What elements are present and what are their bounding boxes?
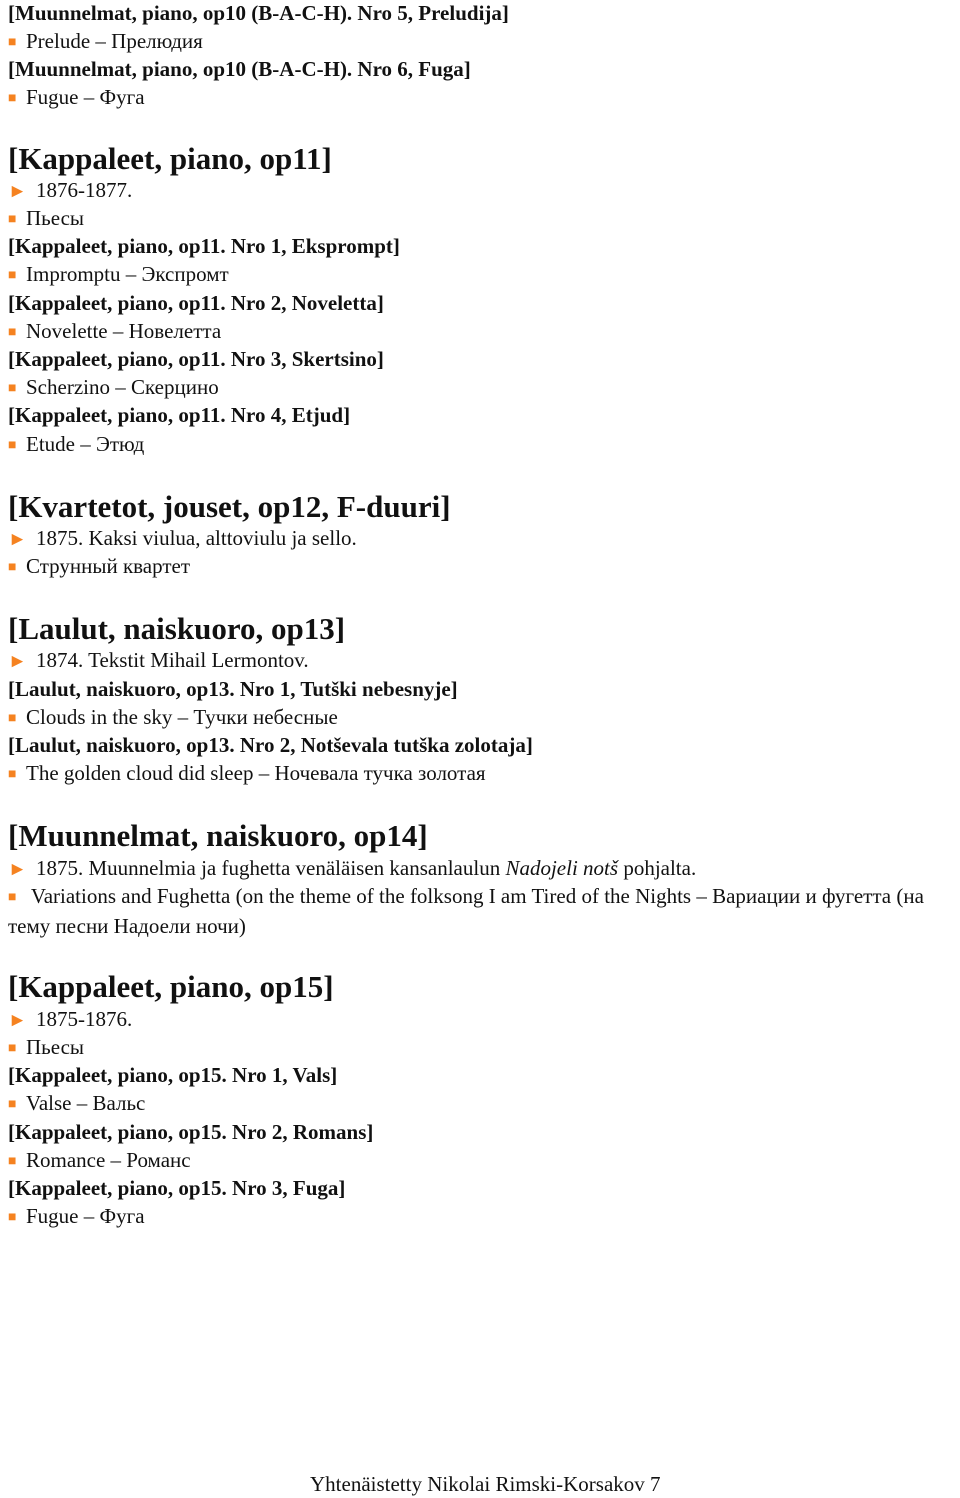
translation-line: ■ Струнный квартет — [8, 553, 190, 581]
work-heading: [Kvartetot, jouset, op12, F-duuri] — [8, 489, 451, 524]
square-bullet-icon: ■ — [8, 212, 17, 227]
work-subtitle: [Kappaleet, piano, op15. Nro 1, Vals] — [8, 1063, 338, 1087]
translation-line: ■ Romance – Романс — [8, 1147, 191, 1175]
square-bullet-icon: ■ — [8, 35, 17, 50]
work-subtitle: [Kappaleet, piano, op15. Nro 3, Fuga] — [8, 1176, 346, 1200]
work-subtitle: [Muunnelmat, piano, op10 (B-A-C-H). Nro 6, Fuga] — [8, 57, 471, 81]
arrow-right-icon: ► — [8, 529, 27, 550]
square-bullet-icon: ■ — [8, 1041, 17, 1056]
work-heading: [Muunnelmat, naiskuoro, op14] — [8, 818, 428, 853]
info-line: ► 1875. Muunnelmia ja fughetta venäläisen kansanlaulun Nadojeli notš pohjalta. — [8, 855, 696, 883]
arrow-right-icon: ► — [8, 181, 27, 202]
work-subtitle: [Kappaleet, piano, op11. Nro 3, Skertsino] — [8, 347, 384, 371]
work-subtitle: [Kappaleet, piano, op11. Nro 4, Etjud] — [8, 403, 351, 427]
arrow-right-icon: ► — [8, 1010, 27, 1031]
translation-line: ■ Novelette – Новелетта — [8, 318, 221, 346]
square-bullet-icon: ■ — [8, 268, 17, 283]
translation-line: ■ Scherzino – Скерцино — [8, 374, 219, 402]
info-line: ► 1874. Tekstit Mihail Lermontov. — [8, 647, 309, 675]
square-bullet-icon: ■ — [8, 91, 17, 106]
translation-line: ■ Etude – Этюд — [8, 431, 144, 459]
square-bullet-icon: ■ — [8, 1210, 17, 1225]
translation-line: ■ Impromptu – Экспромт — [8, 261, 229, 289]
translation-line: ■ Prelude – Прелюдия — [8, 28, 203, 56]
page-footer: Yhtenäistetty Nikolai Rimski-Korsakov 7 — [310, 1472, 661, 1496]
info-line: ► 1875. Kaksi viulua, alttoviulu ja sello. — [8, 525, 357, 553]
work-subtitle: [Kappaleet, piano, op15. Nro 2, Romans] — [8, 1120, 374, 1144]
translation-line: ■ The golden cloud did sleep – Ночевала тучка золотая — [8, 760, 486, 788]
translation-line: ■ Пьесы — [8, 1034, 84, 1062]
square-bullet-icon: ■ — [8, 438, 17, 453]
translation-line: ■ Пьесы — [8, 205, 84, 233]
square-bullet-icon: ■ — [8, 560, 17, 575]
translation-line: ■ Fugue – Фуга — [8, 84, 145, 112]
work-subtitle: [Kappaleet, piano, op11. Nro 2, Noveletta] — [8, 291, 384, 315]
square-bullet-icon: ■ — [8, 767, 17, 782]
work-subtitle: [Laulut, naiskuoro, op13. Nro 1, Tutški nebesnyje] — [8, 677, 458, 701]
square-bullet-icon: ■ — [8, 1154, 17, 1169]
square-bullet-icon: ■ — [8, 890, 17, 905]
square-bullet-icon: ■ — [8, 325, 17, 340]
square-bullet-icon: ■ — [8, 1097, 17, 1112]
arrow-right-icon: ► — [8, 651, 27, 672]
square-bullet-icon: ■ — [8, 381, 17, 396]
work-subtitle: [Muunnelmat, piano, op10 (B-A-C-H). Nro 5, Preludija] — [8, 1, 509, 25]
info-line: ► 1875-1876. — [8, 1006, 132, 1034]
work-heading: [Kappaleet, piano, op11] — [8, 141, 332, 176]
translation-line: ■ Clouds in the sky – Тучки небесные — [8, 704, 338, 732]
info-line: ► 1876-1877. — [8, 177, 132, 205]
work-heading: [Laulut, naiskuoro, op13] — [8, 611, 346, 646]
work-subtitle: [Kappaleet, piano, op11. Nro 1, Eksprompt] — [8, 234, 400, 258]
work-heading: [Kappaleet, piano, op15] — [8, 969, 334, 1004]
square-bullet-icon: ■ — [8, 711, 17, 726]
translation-line: ■ Valse – Вальс — [8, 1090, 145, 1118]
translation-line: ■ Fugue – Фуга — [8, 1203, 145, 1231]
arrow-right-icon: ► — [8, 859, 27, 880]
translation-line: ■ Variations and Fughetta (on the theme of the folksong I am Tired of the Nights – Вариации и фугетта (на тему песни Надоели ночи) — [8, 884, 924, 938]
work-subtitle: [Laulut, naiskuoro, op13. Nro 2, Notševala tutška zolotaja] — [8, 733, 533, 757]
